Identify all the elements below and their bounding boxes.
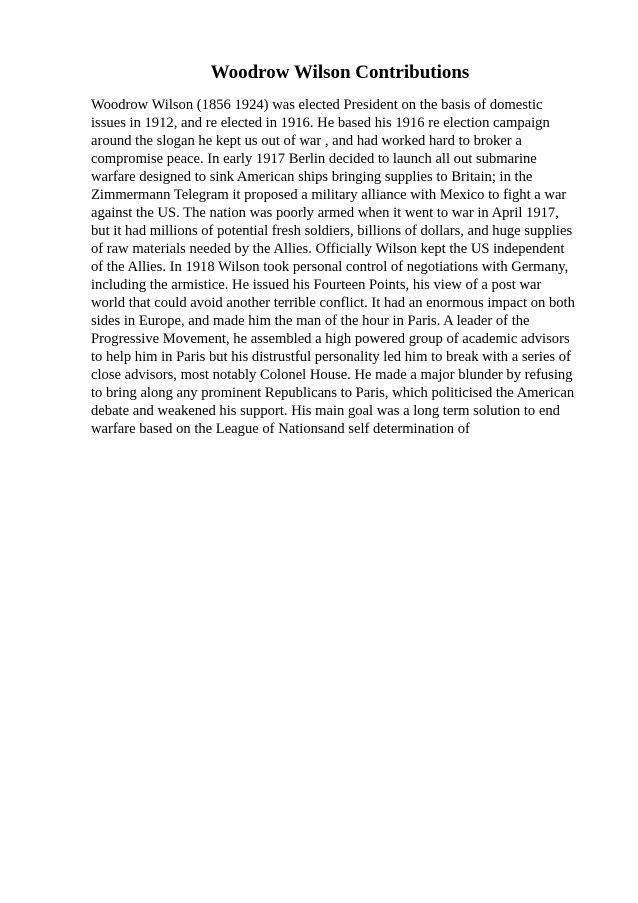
- document-body: [91, 96, 581, 438]
- body-line: of raw materials needed by the Allies. Officially Wilson kept the US independent: [91, 241, 565, 257]
- body-line: warfare based on the League of Nationsand self determination of: [91, 421, 470, 437]
- body-line: to bring along any prominent Republicans to Paris, which politicised the American: [91, 385, 575, 401]
- body-line: world that could avoid another terrible conflict. It had an enormous impact on both: [91, 295, 575, 311]
- body-line: warfare designed to sink American ships bringing supplies to Britain; in the: [91, 169, 533, 185]
- body-line: close advisors, most notably Colonel House. He made a major blunder by refusing: [91, 367, 573, 383]
- body-line: Zimmermann Telegram it proposed a military alliance with Mexico to fight a war: [91, 187, 567, 203]
- document-title: Woodrow Wilson Contributions: [210, 62, 470, 83]
- body-line: against the US. The nation was poorly armed when it went to war in April 1917,: [91, 205, 559, 221]
- body-line: to help him in Paris but his distrustful personality led him to break with a series of: [91, 349, 571, 365]
- body-line: but it had millions of potential fresh soldiers, billions of dollars, and huge supplies: [91, 223, 573, 239]
- body-line: compromise peace. In early 1917 Berlin decided to launch all out submarine: [91, 151, 537, 167]
- body-line: sides in Europe, and made him the man of the hour in Paris. A leader of the: [91, 313, 530, 329]
- body-line: around the slogan he kept us out of war , and had worked hard to broker a: [91, 133, 522, 149]
- body-line: of the Allies. In 1918 Wilson took personal control of negotiations with Germany,: [91, 259, 569, 275]
- body-line: debate and weakened his support. His main goal was a long term solution to end: [91, 403, 560, 419]
- body-line: Woodrow Wilson (1856 1924) was elected President on the basis of domestic: [91, 97, 543, 113]
- body-line: issues in 1912, and re elected in 1916. He based his 1916 re election campaign: [91, 115, 550, 131]
- body-line: Progressive Movement, he assembled a high powered group of academic advisors: [91, 331, 570, 347]
- body-line: including the armistice. He issued his Fourteen Points, his view of a post war: [91, 277, 542, 293]
